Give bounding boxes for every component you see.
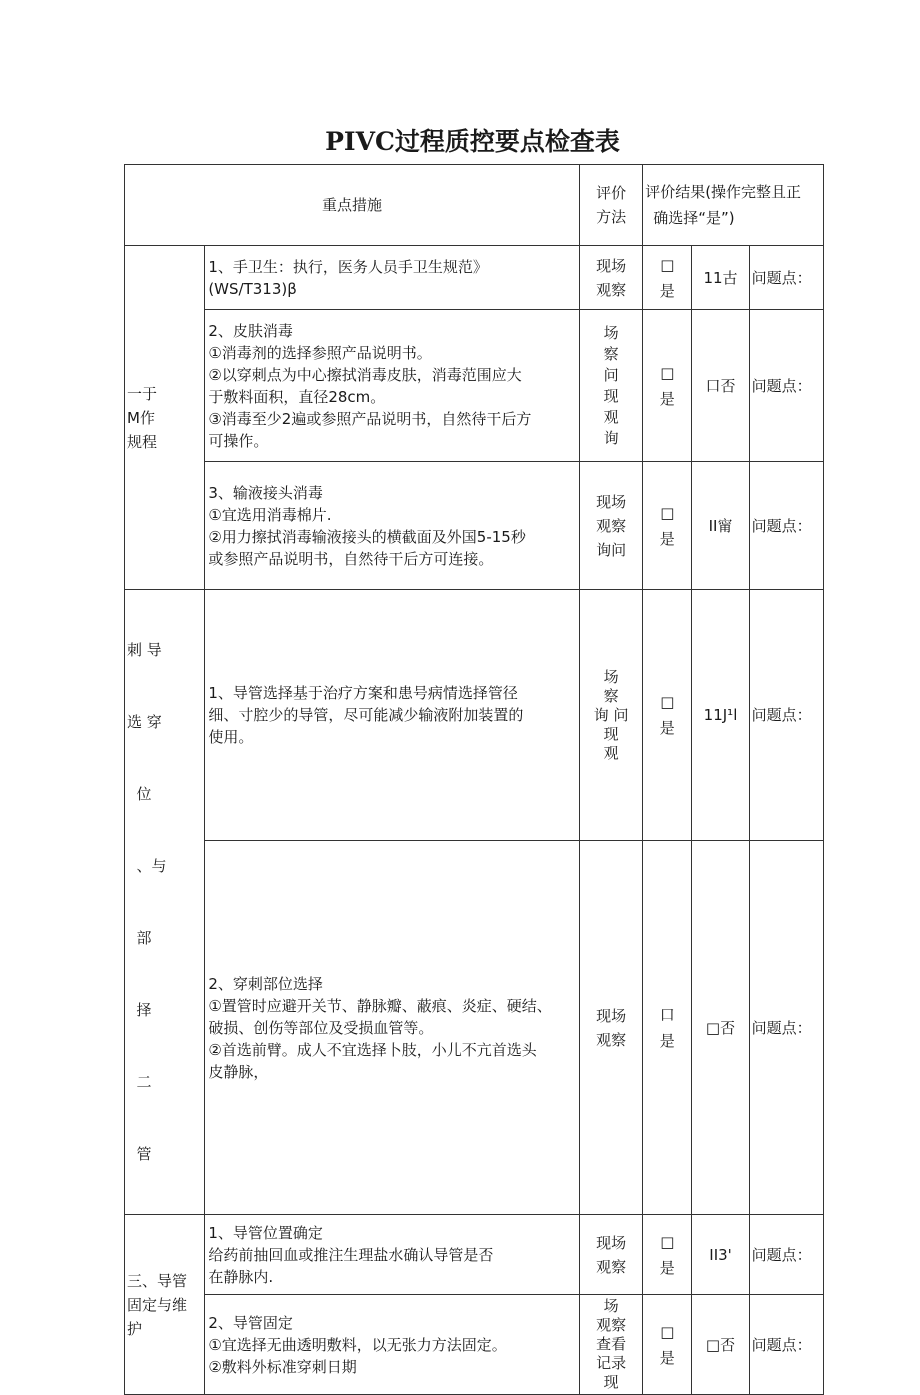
category-cell: 刺 导 选 穿 位 、与 部 择 二 管 — [125, 590, 205, 1215]
measure-cell: 1、导管选择基于治疗方案和患号病情选择管径 细、寸腔少的导管，尽可能减少输液附加装置的 使用。 — [205, 590, 580, 841]
problem-cell: 问题点： — [749, 841, 823, 1215]
problem-cell: 问题点： — [749, 310, 823, 462]
page-title: PIVC过程质控要点检查表 — [325, 127, 620, 156]
category-cell: 三、导管 固定与维 护 — [125, 1215, 205, 1395]
checkbox-yes[interactable]: 口 是 — [643, 841, 692, 1215]
method-cell: 现场 观察 — [579, 1215, 642, 1295]
result-cell: □否 — [692, 841, 749, 1215]
result-cell: 11J¹l — [692, 590, 749, 841]
table-row — [125, 841, 824, 1215]
result-cell: □否 — [692, 1295, 749, 1395]
method-cell: 场 察 问 现 观 询 — [579, 310, 642, 462]
checkbox-yes[interactable]: □ 是 — [643, 310, 692, 462]
measure-cell: 2、穿刺部位选择 ①置管时应避开关节、静脉瓣、蔽痕、炎症、硬结、 破损、创伤等部位及受损血管等。 ②首选前臂。成人不宜选择卜肢，小儿不亢首选头 皮静脉， — [205, 841, 580, 1215]
result-header: 评价结果(操作完整且正 确选择“是”) — [643, 165, 824, 246]
problem-cell: 问题点： — [749, 462, 823, 590]
checkbox-yes[interactable]: □ 是 — [643, 1215, 692, 1295]
method-cell: 场 观察 查看 记录 现 — [579, 1295, 642, 1395]
category-cell: 一于 M作 规程 — [125, 246, 205, 590]
method-cell: 现场 观察 — [579, 246, 642, 310]
header-row — [125, 165, 824, 246]
result-cell: 口否 — [692, 310, 749, 462]
measure-cell: 3、输液接头消毒 ①宜选用消毒棉片. ②用力擦拭消毒输液接头的横截面及外国5-15秒 或参照产品说明书，自然待干后方可连接。 — [205, 462, 580, 590]
problem-cell: 问题点： — [749, 246, 823, 310]
table-row — [125, 462, 824, 590]
measure-cell: 2、皮肤消毒 ①消毒剂的选择参照产品说明书。 ②以穿刺点为中心擦拭消毒皮肤，消毒范围应大 于敷料面积，直径28cm。 ③消毒至少2遍或参照产品说明书，自然待干后方 可操作。 — [205, 310, 580, 462]
method-header: 评价 方法 — [579, 165, 642, 246]
measure-cell: 1、手卫生：执行，医务人员手卫生规范》 (WS/T313)β — [205, 246, 580, 310]
result-cell: II3' — [692, 1215, 749, 1295]
checkbox-yes[interactable]: □ 是 — [643, 590, 692, 841]
problem-cell: 问题点： — [749, 1295, 823, 1395]
problem-cell: 问题点： — [749, 1215, 823, 1295]
table-row — [125, 1295, 824, 1395]
result-cell: 11古 — [692, 246, 749, 310]
table-row — [125, 246, 824, 310]
checklist-table — [124, 164, 824, 1395]
method-cell: 场 察 询 问 现 观 — [579, 590, 642, 841]
result-cell: II甯 — [692, 462, 749, 590]
measures-header: 重点措施 — [125, 165, 580, 246]
table-row — [125, 590, 824, 841]
table-row — [125, 310, 824, 462]
checkbox-yes[interactable]: □ 是 — [643, 462, 692, 590]
checkbox-yes[interactable]: □ 是 — [643, 1295, 692, 1395]
method-cell: 现场 观察 — [579, 841, 642, 1215]
method-cell: 现场 观察 询问 — [579, 462, 642, 590]
measure-cell: 1、导管位置确定 给药前抽回血或推注生理盐水确认导管是否 在静脉内. — [205, 1215, 580, 1295]
table-row — [125, 1215, 824, 1295]
problem-cell: 问题点： — [749, 590, 823, 841]
measure-cell: 2、导管固定 ①宜选择无曲透明敷料，以无张力方法固定。 ②敷料外标准穿刺日期 — [205, 1295, 580, 1395]
checkbox-yes[interactable]: □ 是 — [643, 246, 692, 310]
